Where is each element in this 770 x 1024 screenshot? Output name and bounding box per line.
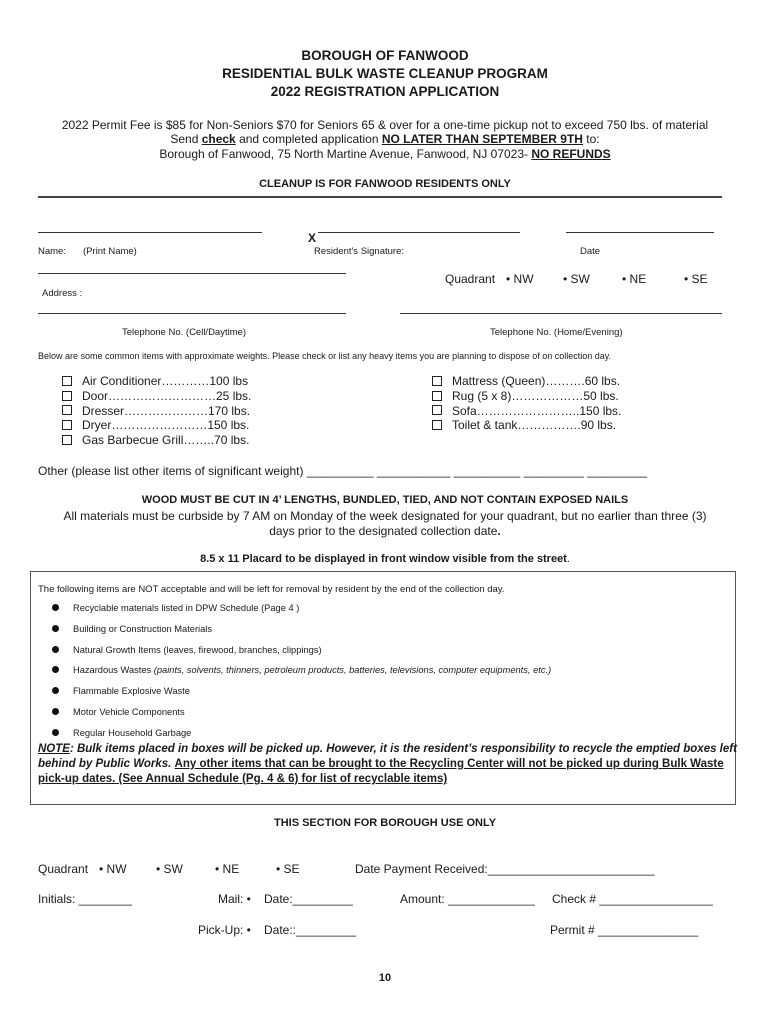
other-items-field[interactable]: Other (please list other items of significant weight) __________ ___________ __________ _________ _________ xyxy=(38,464,648,478)
borough-quadrant-ne[interactable]: • NE xyxy=(215,862,240,876)
item-row[interactable]: Mattress (Queen)……….60 lbs. xyxy=(432,374,621,389)
send-check-word: check xyxy=(201,132,236,146)
phone-home-field[interactable] xyxy=(400,313,722,314)
send-text-a: Send xyxy=(170,132,202,146)
send-text-c: to: xyxy=(582,132,600,146)
signature-field[interactable] xyxy=(318,232,520,233)
placard-notice: 8.5 x 11 Placard to be displayed in front window visible from the street. xyxy=(200,553,570,565)
borough-quadrant-nw[interactable]: • NW xyxy=(99,862,127,876)
signature-label: Resident's Signature: xyxy=(314,246,405,257)
phone-cell-label: Telephone No. (Cell/Daytime) xyxy=(122,327,247,338)
quadrant-label: Quadrant xyxy=(445,272,496,286)
list-item: Motor Vehicle Components xyxy=(52,707,185,717)
address-label: Address : xyxy=(42,288,83,299)
address-field[interactable] xyxy=(38,273,346,274)
checkbox-icon[interactable] xyxy=(432,405,442,415)
not-acceptable-intro: The following items are NOT acceptable and will be left for removal by resident by the end of the collection day. xyxy=(38,584,505,595)
checkbox-icon[interactable] xyxy=(62,435,72,445)
list-item: Building or Construction Materials xyxy=(52,624,212,634)
check-number-field[interactable]: Check # _________________ xyxy=(552,892,713,906)
quadrant-nw-option[interactable]: • NW xyxy=(506,272,534,286)
bullet-icon xyxy=(52,604,59,611)
mailing-address xyxy=(0,147,770,161)
initials-field[interactable]: Initials: ________ xyxy=(38,892,133,906)
checkbox-icon[interactable] xyxy=(432,420,442,430)
list-item: Hazardous Wastes (paints, solvents, thinners, petroleum products, batteries, televisions, computer equipments, etc.) xyxy=(52,665,551,675)
list-item: Regular Household Garbage xyxy=(52,728,191,738)
list-item: Recyclable materials listed in DPW Schedule (Page 4 ) xyxy=(52,603,299,613)
page-number: 10 xyxy=(378,972,392,984)
item-row[interactable]: Dryer……………………150 lbs. xyxy=(62,418,251,433)
print-name-label: (Print Name) xyxy=(83,246,137,257)
header-line-2: RESIDENTIAL BULK WASTE CLEANUP PROGRAM xyxy=(222,66,548,81)
items-intro: Below are some common items with approximate weights. Please check or list any heavy items you are planning to dispose of on collection day. xyxy=(38,351,612,361)
item-row[interactable]: Air Conditioner…………100 lbs xyxy=(62,374,251,389)
item-row[interactable]: Dresser…………………170 lbs. xyxy=(62,404,251,419)
date-label: Date xyxy=(580,246,601,257)
permit-fee-text: 2022 Permit Fee is $85 for Non-Seniors $70 for Seniors 65 & over for a one-time pickup not to exceed 750 lbs. of material xyxy=(61,118,709,132)
item-row[interactable]: Door………………………25 lbs. xyxy=(62,389,251,404)
bullet-icon xyxy=(52,666,59,673)
borough-quadrant-sw[interactable]: • SW xyxy=(156,862,183,876)
items-right-list xyxy=(432,374,621,433)
bullet-icon xyxy=(52,729,59,736)
pickup-date-field[interactable]: Date::_________ xyxy=(264,923,357,937)
header-line-3: 2022 REGISTRATION APPLICATION xyxy=(270,84,500,99)
phone-cell-field[interactable] xyxy=(38,313,346,314)
checkbox-icon[interactable] xyxy=(432,391,442,401)
signature-x-mark: X xyxy=(308,231,317,245)
curbside-rule-2: days prior to the designated collection date. xyxy=(269,524,501,538)
checkbox-icon[interactable] xyxy=(62,405,72,415)
date-field[interactable] xyxy=(566,232,714,233)
mail-date-field[interactable]: Date:_________ xyxy=(264,892,353,906)
list-item: Flammable Explosive Waste xyxy=(52,686,190,696)
phone-home-label: Telephone No. (Home/Evening) xyxy=(490,327,623,338)
quadrant-se-option[interactable]: • SE xyxy=(684,272,708,286)
item-row[interactable]: Sofa……………………..150 lbs. xyxy=(432,404,621,419)
quadrant-sw-option[interactable]: • SW xyxy=(563,272,590,286)
item-row[interactable]: Toilet & tank…………….90 lbs. xyxy=(432,418,621,433)
header-line-1: BOROUGH OF FANWOOD xyxy=(301,48,469,63)
pickup-option[interactable]: Pick-Up: • xyxy=(198,923,251,937)
bullet-icon xyxy=(52,625,59,632)
checkbox-icon[interactable] xyxy=(62,376,72,386)
recycle-note: NOTE: Bulk items placed in boxes will be picked up. However, it is the resident’s responsibility to recycle the emptied boxes left behind by Public Works. Any other items that can be brought to the Recycling Center will not be picked up during Bulk Waste pick-up dates. (See Annual Schedule (Pg. 4 & 6) for list of recyclable items) xyxy=(38,743,737,785)
list-item: Natural Growth Items (leaves, firewood, branches, clippings) xyxy=(52,645,322,655)
wood-notice-title: WOOD MUST BE CUT IN 4’ LENGTHS, BUNDLED, TIED, AND NOT CONTAIN EXPOSED NAILS xyxy=(141,494,629,506)
item-row[interactable]: Gas Barbecue Grill……..70 lbs. xyxy=(62,433,251,448)
name-field[interactable] xyxy=(38,232,262,233)
items-left-list xyxy=(62,374,251,448)
item-row[interactable]: Rug (5 x 8)………………50 lbs. xyxy=(432,389,621,404)
borough-quadrant-label: Quadrant xyxy=(38,862,89,876)
quadrant-ne-option[interactable]: • NE xyxy=(622,272,647,286)
amount-field[interactable]: Amount: _____________ xyxy=(400,892,535,906)
permit-number-field[interactable]: Permit # _______________ xyxy=(550,923,699,937)
borough-quadrant-se[interactable]: • SE xyxy=(276,862,300,876)
deadline: NO LATER THAN SEPTEMBER 9TH xyxy=(381,132,583,146)
divider xyxy=(38,196,722,198)
send-instructions xyxy=(0,132,770,146)
mail-option[interactable]: Mail: • xyxy=(218,892,251,906)
address-text: Borough of Fanwood, 75 North Martine Avenue, Fanwood, NJ 07023- xyxy=(159,147,532,161)
bullet-icon xyxy=(52,708,59,715)
date-payment-field[interactable]: Date Payment Received:_________________________ xyxy=(355,862,655,876)
no-refunds: NO REFUNDS xyxy=(531,147,611,161)
curbside-rule: All materials must be curbside by 7 AM on Monday of the week designated for your quadrant, but no earlier than three (3) xyxy=(63,509,707,523)
residents-only-notice: CLEANUP IS FOR FANWOOD RESIDENTS ONLY xyxy=(259,178,511,190)
name-label: Name: xyxy=(38,246,66,257)
checkbox-icon[interactable] xyxy=(62,420,72,430)
bullet-icon xyxy=(52,687,59,694)
bullet-icon xyxy=(52,646,59,653)
checkbox-icon[interactable] xyxy=(62,391,72,401)
send-text-b: and completed application xyxy=(235,132,382,146)
borough-use-title: THIS SECTION FOR BOROUGH USE ONLY xyxy=(273,817,497,829)
checkbox-icon[interactable] xyxy=(432,376,442,386)
